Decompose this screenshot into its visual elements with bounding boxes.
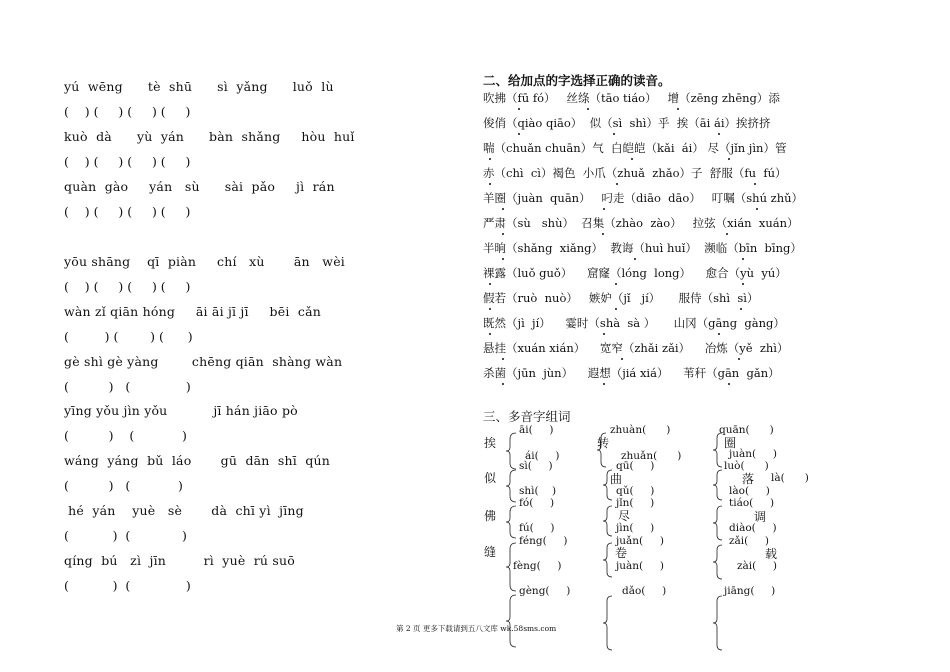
page-footer: 第 2 页 更多下载请到五八文库 wk.58sms.com (396, 624, 557, 633)
curly-brace (713, 506, 722, 540)
section-title: 三、多音字组词 (483, 409, 571, 424)
pinyin-row: quàn gào yán sù sài pǎo jì rán (64, 179, 335, 194)
question-line: 严肃（sù shù） 召集（zhào zào） 拉弦（xián xuán） (483, 216, 799, 230)
curly-brace (506, 543, 516, 591)
curly-brace (506, 470, 516, 502)
answer-blank-row: ( ) ( ) (64, 528, 187, 543)
question-line: 假若（ruò nuò） 嫉妒（jǐ jí） 服侍（shì sì） (483, 291, 759, 305)
compound-word-blank: qǔ( ) (616, 485, 655, 497)
answer-blank-row: ( ) ( ) (64, 578, 191, 593)
section-title: 二、给加点的字选择正确的读音。 (483, 73, 671, 88)
curly-brace (603, 596, 612, 650)
compound-word-blank: féng( ) (519, 535, 568, 547)
pinyin-row: yīng yǒu jìn yǒu jī hán jiāo pò (64, 403, 298, 418)
curly-brace (506, 595, 516, 647)
answer-blank-row: ( ) ( ) (64, 379, 191, 394)
compound-word-blank: zài( ) (737, 560, 778, 572)
compound-word-blank: luò( ) (724, 460, 769, 472)
pinyin-row: yú wēng tè shū sì yǎng luǒ lù (64, 79, 334, 94)
compound-word-blank: sì( ) (519, 460, 553, 472)
compound-word-blank: tiáo( ) (729, 497, 775, 509)
compound-word-blank: gèng( ) (519, 585, 571, 597)
curly-brace (506, 433, 516, 469)
compound-word-blank: shì( ) (519, 485, 557, 497)
answer-blank-row: ( ) ( ) (64, 478, 183, 493)
polyphone-char: 挨 (484, 436, 497, 450)
compound-word-blank: fó( ) (519, 497, 555, 509)
answer-blank-row: ( ) ( ) (64, 428, 187, 443)
compound-word-blank: jǐn( ) (616, 497, 655, 509)
pinyin-row: kuò dà yù yán bàn shǎng hòu huǐ (64, 129, 355, 144)
question-line: 赤（chì cì）褐色 小爪（zhuǎ zhǎo）子 舒服（fu fú） (483, 166, 787, 180)
curly-brace (603, 470, 612, 500)
polyphone-char: 似 (484, 471, 497, 485)
question-line: 羊圈（juàn quān） 叼走（diāo dāo） 叮嘱（shú zhǔ） (483, 191, 804, 205)
compound-word-blank: dǎo( ) (622, 585, 667, 597)
pinyin-row: wàn zǐ qiān hóng āi āi jī jī bēi cǎn (64, 304, 321, 319)
question-line: 裸露（luǒ guǒ） 窟窿（lóng long） 愈合（yù yú） (483, 266, 787, 280)
polyphone-char: 佛 (484, 509, 497, 523)
question-line: 俊俏（qiào qiāo） 似（sì shì）乎 挨（āi ái）挨挤挤 (483, 116, 771, 130)
compound-word-blank: ái( ) (525, 450, 560, 462)
pinyin-row: hé yán yuè sè dà chī yì jīng (64, 503, 304, 518)
polyphone-char: 落 (742, 472, 755, 486)
compound-word-blank: là( ) (771, 472, 809, 484)
curly-brace (713, 596, 722, 650)
answer-blank-row: ( ) ( ) ( ) ( ) (64, 104, 191, 119)
pinyin-row: yōu shāng qī piàn chí xù ān wèi (64, 254, 345, 269)
compound-word-blank: diào( ) (729, 522, 777, 534)
polyphone-char: 调 (754, 510, 767, 524)
answer-blank-row: ( ) ( ) ( ) ( ) (64, 154, 191, 169)
curly-brace (713, 470, 722, 500)
compound-word-blank: āi( ) (519, 424, 554, 436)
question-line: 杀菌（jūn jùn） 遐想（jiá xiá） 苇秆（gān gǎn） (483, 366, 780, 380)
pinyin-row: wáng yáng bǔ láo gū dān shī qún (64, 453, 331, 468)
question-line: 喘（chuǎn chuān）气 白皑皑（kǎi ái） 尽（jǐn jìn）管 (483, 141, 787, 155)
compound-word-blank: jìn( ) (616, 522, 655, 534)
compound-word-blank: zhuàn( ) (610, 424, 671, 436)
compound-word-blank: zǎi( ) (729, 535, 770, 547)
polyphone-char: 曲 (610, 472, 623, 486)
curly-brace (603, 506, 612, 536)
curly-brace (713, 433, 722, 467)
polyphone-char: 圈 (724, 436, 737, 450)
question-line: 吹拂（fū fó） 丝绦（tāo tiáo） 增（zēng zhēng）添 (483, 91, 780, 105)
compound-word-blank: fú( ) (519, 522, 555, 534)
compound-word-blank: zhuǎn( ) (621, 450, 682, 462)
question-line: 半晌（shǎng xiǎng） 教诲（huì huǐ） 濒临（bīn bīng） (483, 241, 802, 255)
curly-brace (506, 506, 516, 538)
polyphone-char: 卷 (615, 546, 628, 560)
answer-blank-row: ( ) ( ) ( ) (64, 329, 193, 344)
compound-word-blank: juàn( ) (729, 448, 777, 460)
compound-word-blank: juàn( ) (616, 560, 664, 572)
compound-word-blank: fèng( ) (513, 560, 562, 572)
compound-word-blank: jiāng( ) (724, 585, 776, 597)
polyphone-char: 载 (765, 547, 778, 561)
compound-word-blank: quān( ) (719, 424, 774, 436)
answer-blank-row: ( ) ( ) ( ) ( ) (64, 204, 191, 219)
compound-word-blank: lào( ) (729, 485, 770, 497)
question-line: 悬挂（xuán xián） 宽窄（zhǎi zǎi） 冶炼（yě zhì） (483, 341, 789, 355)
question-line: 既然（jì jí） 霎时（shà sà ） 山冈（gāng gàng） (483, 316, 785, 330)
compound-word-blank: qū( ) (616, 460, 655, 472)
polyphone-char: 转 (597, 436, 610, 450)
pinyin-row: qíng bú zì jīn rì yuè rú suō (64, 553, 295, 568)
pinyin-row: gè shì gè yàng chēng qiān shàng wàn (64, 354, 343, 369)
polyphone-char: 尽 (618, 509, 631, 523)
compound-word-blank: juǎn( ) (616, 535, 664, 547)
polyphone-char: 缝 (484, 545, 497, 559)
curly-brace (603, 543, 612, 577)
answer-blank-row: ( ) ( ) ( ) ( ) (64, 279, 191, 294)
curly-brace (597, 433, 606, 467)
curly-brace (713, 545, 722, 579)
